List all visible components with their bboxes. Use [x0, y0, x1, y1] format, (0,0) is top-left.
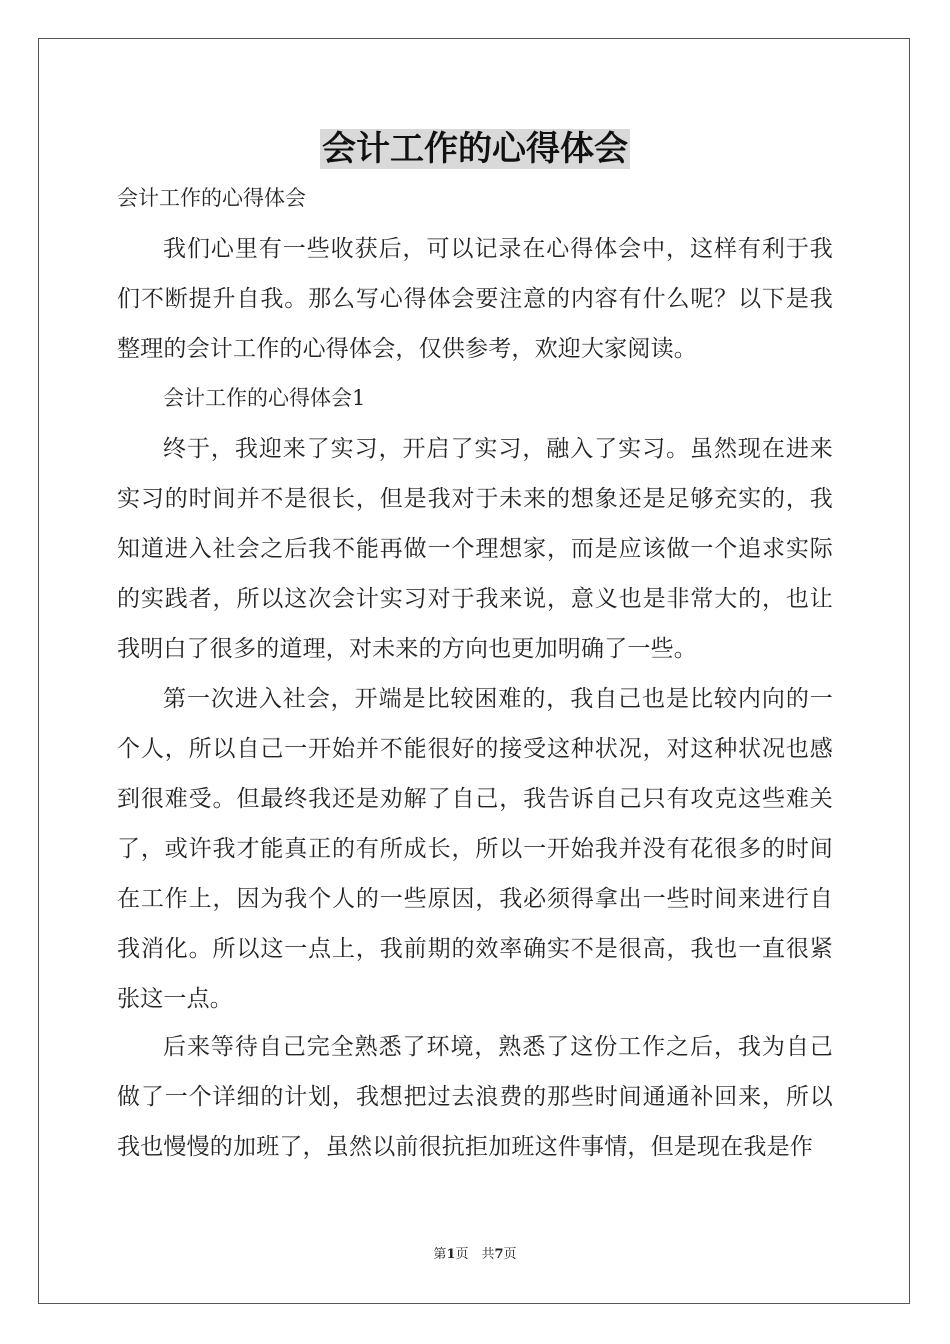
footer-page-mid: 页 共 — [455, 1247, 495, 1262]
document-subtitle: 会计工作的心得体会 — [117, 186, 306, 210]
intro-paragraph: 我们心里有一些收获后，可以记录在心得体会中，这样有利于我们不断提升自我。那么写心得体会要注意的内容有什么呢？以下是我整理的会计工作的心得体会，仅供参考，欢迎大家阅读。 — [117, 236, 833, 362]
document-title — [0, 124, 950, 174]
footer-page-suffix: 页 — [503, 1247, 517, 1262]
body-paragraph-1: 终于，我迎来了实习，开启了实习，融入了实习。虽然现在进来实习的时间并不是很长，但是我对于未来的想象还是足够充实的，我知道进入社会之后我不能再做一个理想家，而是应该做一个追求实际的实践者，所以这次会计实习对于我来说，意义也是非常大的，也让我明白了很多的道理，对未来的方向也更加明确了一些。 — [117, 436, 833, 662]
document-title-text: 会计工作的心得体会 — [322, 129, 628, 169]
body-paragraph-3: 后来等待自己完全熟悉了环境，熟悉了这份工作之后，我为自己做了一个详细的计划，我想把过去浪费的那些时间通通补回来，所以我也慢慢的加班了，虽然以前很抗拒加班这件事情，但是现在我是作 — [117, 1034, 833, 1160]
page-footer — [0, 1245, 950, 1265]
body-paragraph-2: 第一次进入社会，开端是比较困难的，我自己也是比较内向的一个人，所以自己一开始并不能很好的接受这种状况，对这种状况也感到很难受。但最终我还是劝解了自己，我告诉自己只有攻克这些难关了，或许我才能真正的有所成长，所以一开始我并没有花很多的时间在工作上，因为我个人的一些原因，我必须得拿出一些时间来进行自我消化。所以这一点上，我前期的效率确实不是很高，我也一直很紧张这一点。 — [117, 686, 833, 1012]
footer-page-current: 1 — [446, 1247, 456, 1262]
footer-page-total: 7 — [494, 1247, 504, 1262]
section-heading-1: 会计工作的心得体会1 — [163, 386, 366, 410]
footer-page-prefix: 第 — [433, 1247, 447, 1262]
